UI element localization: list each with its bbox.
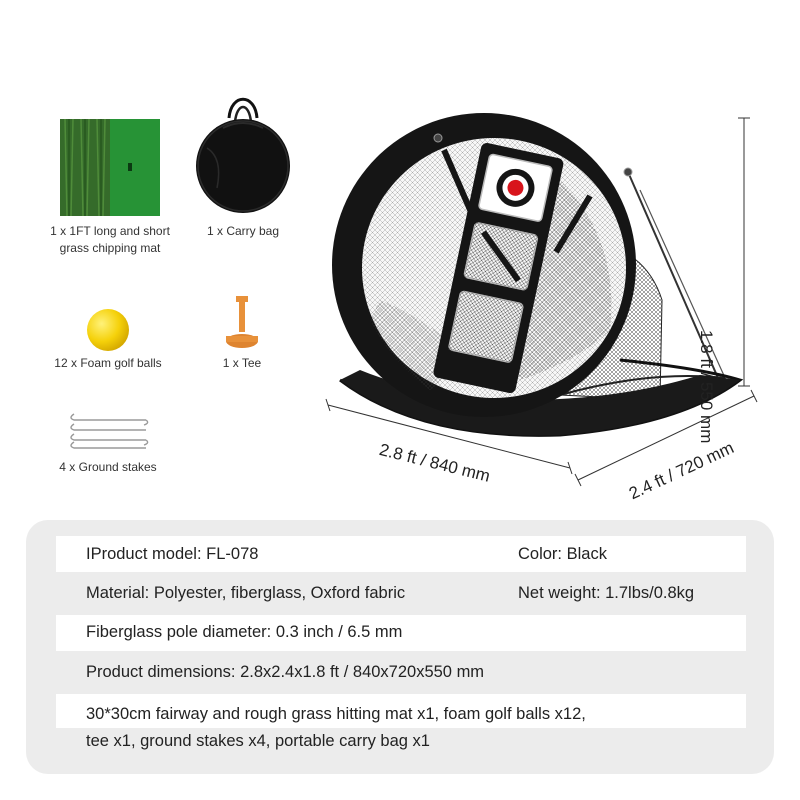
accessory-label-grass-mat	[30, 223, 190, 257]
spec-model: IProduct model: FL-078	[86, 545, 259, 563]
accessory-label-grass-mat-line1: 1 x 1FT long and short	[50, 224, 170, 238]
spec-material: Material: Polyester, fiberglass, Oxford fabric	[86, 584, 406, 602]
spec-color: Color: Black	[518, 545, 607, 563]
depth-dimension-label: 2.4 ft / 720 mm	[626, 438, 737, 504]
accessory-label-grass-mat-line2: grass chipping mat	[59, 241, 161, 255]
ground-stake-icon	[66, 410, 150, 450]
accessory-label-ground-stakes: 4 x Ground stakes	[59, 460, 157, 474]
accessory-label-carry-bag: 1 x Carry bag	[206, 224, 280, 238]
spec-contents-line1: 30*30cm fairway and rough grass hitting mat x1, foam golf balls x12,	[86, 705, 586, 723]
grass-mat-icon	[60, 119, 160, 216]
accessory-label-tee: 1 x Tee	[222, 356, 262, 370]
golf-tee-icon	[222, 296, 262, 350]
foam-ball-icon	[86, 308, 130, 352]
spec-weight: Net weight: 1.7lbs/0.8kg	[518, 584, 695, 602]
accessory-label-foam-balls: 12 x Foam golf balls	[54, 356, 162, 370]
width-dimension-label: 2.8 ft / 840 mm	[377, 440, 493, 486]
carry-bag-icon	[193, 88, 293, 218]
spec-contents-line2: tee x1, ground stakes x4, portable carry bag x1	[86, 732, 430, 750]
height-dimension-line	[738, 118, 750, 386]
spec-product-dimensions: Product dimensions: 2.8x2.4x1.8 ft / 840x720x550 mm	[86, 663, 485, 681]
height-dimension-label: 1.8 ft / 550 mm	[697, 330, 716, 444]
spec-pole-diameter: Fiberglass pole diameter: 0.3 inch / 6.5 mm	[86, 623, 403, 641]
